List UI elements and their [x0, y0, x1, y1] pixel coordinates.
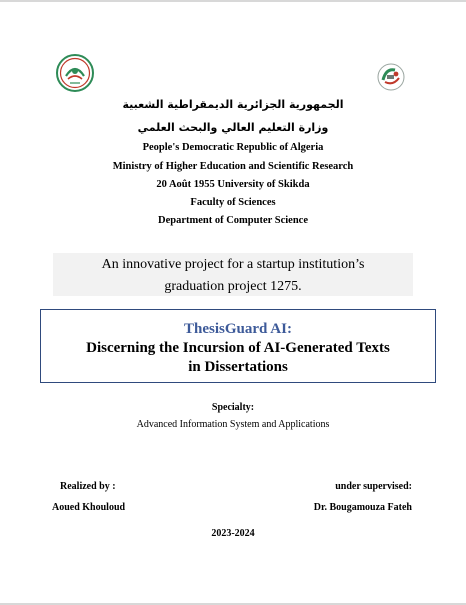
realized-by-label: Realized by : — [60, 481, 116, 492]
department-heading: Department of Computer Science — [158, 215, 308, 226]
startup-logo-icon — [376, 62, 406, 92]
project-description-box — [53, 253, 413, 296]
supervised-by-label: under supervised: — [335, 481, 412, 492]
academic-year: 2023-2024 — [211, 528, 255, 539]
republic-heading: People's Democratic Republic of Algeria — [142, 142, 324, 153]
ministry-heading: Ministry of Higher Education and Scientific Research — [112, 161, 354, 172]
thesis-subtitle-line2: in Dissertations — [188, 359, 288, 375]
arabic-republic-heading: الجمهورية الجزائرية الديمقراطية الشعبية — [122, 98, 344, 111]
project-description-line1: An innovative project for a startup institution’s — [101, 257, 365, 272]
supervisor-name: Dr. Bougamouza Fateh — [313, 502, 412, 513]
realized-by-name: Aoued Khouloud — [52, 502, 126, 513]
thesis-title-box — [40, 309, 436, 383]
thesis-title: ThesisGuard AI: — [184, 321, 292, 337]
specialty-label: Specialty: — [211, 402, 255, 413]
university-heading: 20 Août 1955 University of Skikda — [156, 179, 310, 190]
faculty-heading: Faculty of Sciences — [190, 197, 276, 208]
project-description-line2: graduation project 1275. — [164, 279, 302, 294]
arabic-ministry-heading: وزارة التعليم العالي والبحث العلمي — [137, 121, 329, 134]
thesis-subtitle-line1: Discerning the Incursion of AI-Generated Texts — [86, 340, 390, 356]
university-seal-icon — [55, 53, 95, 93]
top-border — [0, 0, 466, 2]
specialty-value: Advanced Information System and Applications — [136, 419, 330, 430]
